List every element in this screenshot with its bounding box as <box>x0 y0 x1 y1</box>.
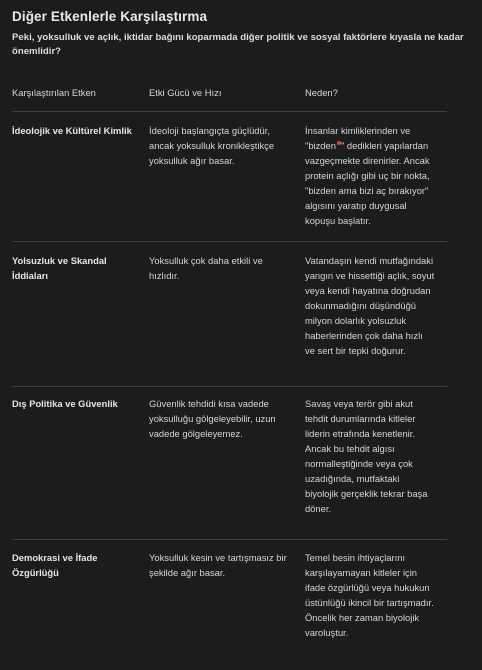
cell-impact: Yoksulluk kesin ve tartışmasız bir şekilde ağır basar. <box>149 552 287 578</box>
cell-reason: Temel besin ihtiyaçlarını karşılayamayan kitleler için ifade özgürlüğü veya hukukun üstünlüğü ikincil bir tartışmadır. Öncelik her zaman biyolojik varoluştur. <box>305 552 434 638</box>
cell-reason: Savaş veya terör gibi akut tehdit durumlarında kitleler liderin etrafında kenetlenir. Ancak bu tehdit algısı normalleştiğinde veya çok uzadığında, mutfaktaki biyolojik gerçeklik tekrar başa döner. <box>305 387 447 540</box>
reason-text-part1: İnsanlar kimliklerinden ve "bizden <box>305 125 411 151</box>
cell-reason: Vatandaşın kendi mutfağındaki yangın ve hissettiği açlık, soyut veya kendi hayatına doğrudan dokunmadığını düşündüğü milyon dolarlık yolsuzluk haberlerinden çok daha hızlı ve sert bir tepki doğurur. <box>305 242 447 387</box>
comparison-table <box>12 84 447 670</box>
table-row <box>12 387 447 540</box>
cell-impact: Yoksulluk çok daha etkili ve hızlıdır. <box>149 242 305 387</box>
table-row <box>12 112 447 242</box>
cell-factor: Dış Politika ve Güvenlik <box>12 387 149 540</box>
table-row <box>12 242 447 387</box>
reason-text-part2: " dedikleri yapılardan vazgeçmekte direnirler. Ancak protein açlığı gibi uç bir nokta, "bizden ama bizi aç bırakıyor" algısını yaratıp duygusal kopuşu başlatır. <box>305 140 430 226</box>
cell-factor: Yolsuzluk ve Skandal İddiaları <box>12 242 149 387</box>
column-header-reason: Neden? <box>305 84 447 112</box>
column-header-impact: Etki Gücü ve Hızı <box>149 84 305 112</box>
section-title: Diğer Etkenlerle Karşılaştırma <box>12 9 208 24</box>
cell-impact: Güvenlik tehdidi kısa vadede yoksulluğu gölgeleyebilir, uzun vadede gölgeleyemez. <box>149 387 305 540</box>
cell-impact: İdeoloji başlangıçta güçlüdür, ancak yoksulluk kronikleştikçe yoksulluk ağır basar. <box>149 112 305 242</box>
table-header-row <box>12 84 447 112</box>
cell-factor: İdeolojik ve Kültürel Kimlik <box>12 112 149 242</box>
column-header-factor: Karşılaştırılan Etken <box>12 84 149 112</box>
cell-reason <box>305 112 447 242</box>
table-row <box>12 540 447 670</box>
section-intro: Peki, yoksulluk ve açlık, iktidar bağını koparmada diğer politik ve sosyal faktörlere kıyasla ne kadar önemlidir? <box>12 32 464 57</box>
cell-factor: Demokrasi ve İfade Özgürlüğü <box>12 552 98 578</box>
